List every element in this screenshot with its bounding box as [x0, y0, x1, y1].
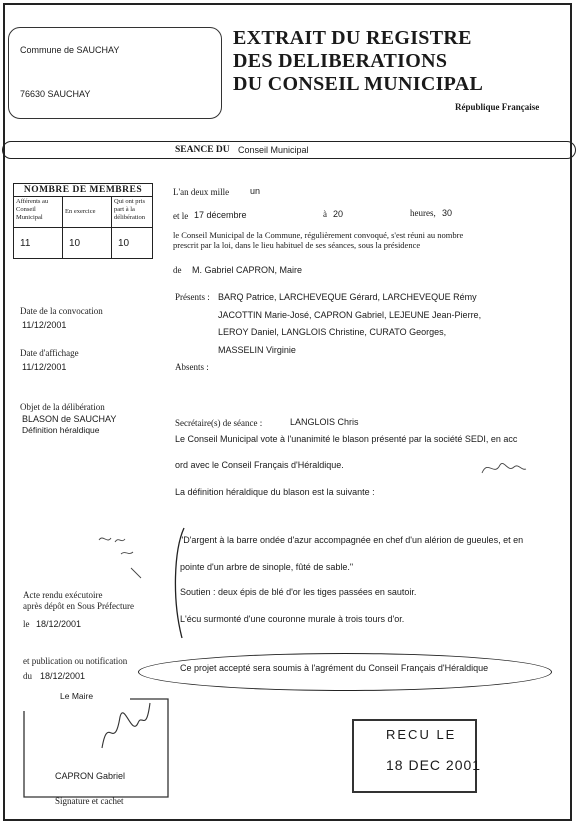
title-line-3: DU CONSEIL MUNICIPAL	[233, 73, 484, 95]
presents-line-1: BARQ Patrice, LARCHEVEQUE Gérard, LARCHEVEQUE Rémy	[218, 292, 477, 302]
presents-label: Présents :	[175, 292, 210, 302]
maire-name: CAPRON Gabriel	[55, 771, 126, 781]
acte-line-1: Acte rendu exécutoire	[23, 590, 103, 600]
signature-box	[22, 693, 170, 799]
final-text: Ce projet accepté sera soumis à l'agrément du Conseil Français d'Héraldique	[180, 663, 489, 673]
le-label: et le	[173, 211, 189, 221]
secretaire-label: Secrétaire(s) de séance :	[175, 418, 263, 428]
de-label: de	[173, 265, 182, 275]
absents-label: Absents :	[175, 362, 209, 372]
title-line-1: EXTRAIT DU REGISTRE	[233, 27, 472, 49]
acte-date: 18/12/2001	[36, 619, 82, 629]
signature-caption: Signature et cachet	[55, 796, 124, 806]
convocation-date: 11/12/2001	[22, 320, 67, 330]
commune-box	[8, 27, 222, 119]
objet-label: Objet de la délibération	[20, 402, 105, 412]
members-col1-label: Afférents au Conseil Municipal	[14, 197, 63, 228]
secretaire-value: LANGLOIS Chris	[290, 417, 359, 427]
quote-line-4: L'écu surmonté d'une couronne murale à trois tours d'or.	[180, 614, 405, 624]
members-col2-value: 10	[63, 228, 112, 259]
affichage-date: 11/12/2001	[22, 362, 67, 372]
quote-line-3: Soutien : deux épis de blé d'or les tiges passées en sautoir.	[180, 587, 417, 597]
members-col2-label: En exercice	[63, 197, 112, 228]
stamp-date: 18 DEC 2001	[386, 757, 482, 773]
quote-line-1: "D'argent à la barre ondée d'azur accompagnée en chef d'un alérion de gueules, et en	[180, 535, 524, 545]
members-title: NOMBRE DE MEMBRES	[14, 184, 153, 197]
publication-prefix: du	[23, 671, 32, 681]
title-line-2: DES DELIBERATIONS	[233, 50, 448, 72]
minutes-value: 30	[442, 208, 453, 218]
hour-value: 20	[333, 209, 344, 219]
an-value: un	[250, 186, 261, 196]
president-name: M. Gabriel CAPRON, Maire	[192, 265, 303, 275]
acte-line-2: après dépôt en Sous Préfecture	[23, 601, 134, 611]
presents-line-4: MASSELIN Virginie	[218, 345, 296, 355]
convocation-label: Date de la convocation	[20, 306, 103, 316]
a-label: à	[323, 209, 327, 219]
members-col1-value: 11	[14, 228, 63, 259]
intro-text-1: le Conseil Municipal de la Commune, régulièrement convoqué, s'est réuni au nombre	[173, 230, 464, 240]
para1-line-2: ord avec le Conseil Français d'Héraldique.	[175, 460, 344, 470]
publication-line: et publication ou notification	[23, 656, 128, 666]
intro-text-2: prescrit par la loi, dans le lieu habituel de ses séances, sous la présidence	[173, 240, 421, 250]
an-label: L'an deux mille	[173, 187, 230, 197]
para1-line-1: Le Conseil Municipal vote à l'unanimité le blason présenté par la société SEDI, en acc	[175, 434, 518, 444]
publication-date: 18/12/2001	[40, 671, 86, 681]
members-col3-value: 10	[112, 228, 153, 259]
acte-prefix: le	[23, 619, 30, 629]
maire-label: Le Maire	[60, 691, 94, 701]
handwritten-initials	[478, 455, 528, 480]
affichage-label: Date d'affichage	[20, 348, 79, 358]
presents-line-2: JACOTTIN Marie-José, CAPRON Gabriel, LEJEUNE Jean-Pierre,	[218, 310, 482, 320]
heures-label: heures,	[410, 208, 436, 218]
presents-line-3: LEROY Daniel, LANGLOIS Christine, CURATO Georges,	[218, 327, 447, 337]
objet-line-1: BLASON de SAUCHAY	[22, 414, 117, 424]
seance-label: SEANCE DU	[175, 145, 230, 155]
quote-line-2: pointe d'un arbre de sinople, fûté de sable."	[180, 562, 354, 572]
members-col3-label: Qui ont pris part à la délibération	[112, 197, 153, 228]
objet-line-2: Définition héraldique	[22, 425, 100, 435]
handwritten-annotation	[97, 530, 152, 580]
date-value: 17 décembre	[194, 210, 247, 220]
seance-value: Conseil Municipal	[238, 145, 309, 155]
commune-name: Commune de SAUCHAY	[20, 45, 120, 55]
members-table	[13, 183, 153, 259]
stamp-top: RECU LE	[386, 727, 457, 742]
republic-label: République Française	[455, 102, 540, 112]
commune-postal: 76630 SAUCHAY	[20, 89, 91, 99]
para2: La définition héraldique du blason est la suivante :	[175, 487, 375, 497]
